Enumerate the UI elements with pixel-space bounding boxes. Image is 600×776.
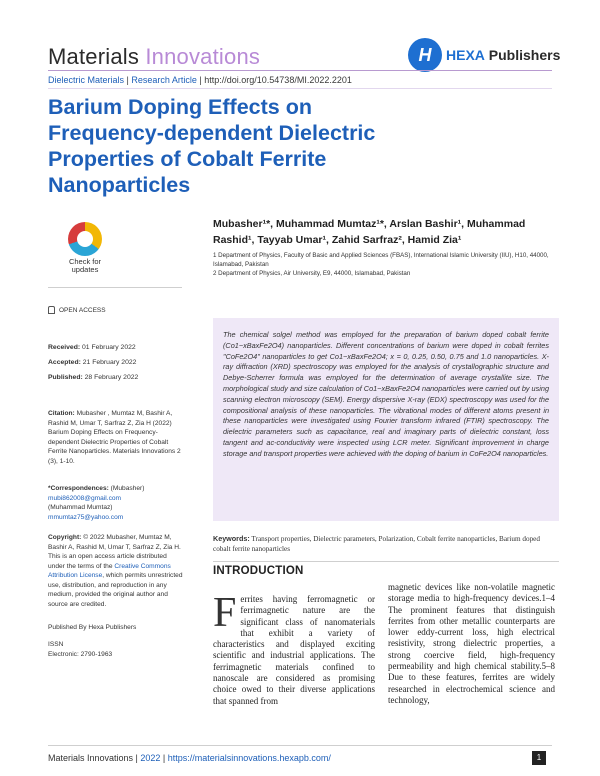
published-by: Published By Hexa Publishers [48, 624, 137, 631]
correspondence-email-1[interactable]: mubi862008@gmail.com [48, 494, 122, 502]
affiliation-1: 1 Department of Physics, Faculty of Basic and Applied Sciences (FBAS), International Islamic University (IIU), H10, 44000, Islamabad, Pakistan [213, 252, 549, 268]
footer-divider [48, 745, 552, 746]
accepted-date [48, 355, 138, 370]
issn-block [48, 640, 112, 659]
check-for-updates-badge[interactable] [60, 222, 110, 274]
license-link[interactable]: Creative Commons Attribution License [48, 562, 171, 579]
received-date [48, 340, 138, 355]
meta-separator: | [196, 75, 205, 85]
correspondence-name-2: (Muhammad Mumtaz) [48, 504, 113, 511]
footer-url[interactable]: https://materialsinnovations.hexapb.com/ [167, 753, 331, 763]
accepted-value: 21 February 2022 [82, 359, 137, 366]
publisher-name-part2: Publishers [484, 47, 561, 63]
paper-title: Barium Doping Effects on Frequency-dependent Dielectric Properties of Cobalt Ferrite Nanoparticles [48, 95, 376, 197]
dropcap: F [213, 590, 237, 636]
copyright-label: Copyright: [48, 534, 82, 541]
keywords [213, 534, 559, 554]
copyright-block [48, 533, 183, 609]
check-updates-line2: updates [71, 265, 99, 274]
citation-label: Citation: [48, 410, 75, 417]
footer-separator: | [133, 753, 141, 763]
journal-name-part1: Materials [48, 44, 140, 69]
publisher-name [446, 47, 560, 63]
correspondence-name: (Mubasher) [110, 485, 145, 492]
article-meta [48, 75, 352, 85]
copyright-text-2: , which permits unrestricted use, distribution, and reproduction in any medium, provided the original author and source are credited. [48, 572, 183, 608]
publisher-name-part1: HEXA [446, 47, 485, 63]
correspondence-label: *Correspondences: [48, 485, 109, 492]
open-access-text: OPEN ACCESS [59, 306, 106, 314]
issn-label: ISSN [48, 641, 64, 648]
author-list: Mubasher¹*, Muhammad Mumtaz¹*, Arslan Bashir¹, Muhammad Rashid¹, Tayyab Umar¹, Zahid Sarfraz², Hamid Zia¹ [213, 218, 526, 246]
check-updates-line1: Check for [68, 257, 102, 266]
check-updates-icon [68, 222, 102, 256]
intro-column-1 [213, 590, 375, 707]
keywords-label: Keywords: [213, 534, 250, 543]
abstract-box: The chemical solgel method was employed for the preparation of barium doped cobalt ferrite (Co1−xBaxFe2O4) nanoparticles. Different concentrations of barium were doped in cobalt ferrites "CoFe2O4" nanoparticles to get Co1−xBaxFe2O4; x = 0, 0.25, 0.50, 0.75 and 1.0 nanoparticles. X-ray diffraction (XRD) spectroscopy was employed for the analysis of crystallographic structure and Debye-Scherrer formula was employed for the determination of average crystallite size. The morphological study and size calculation of Co1−xBaxFe2O4 nanoparticles were carried out by using scanning electron microscopy (SEM). Energy dispersive X-ray (EDX) spectroscopy was used for the compositional analysis of these nanoparticles. The vibrational modes of different atoms present in these nanoparticles were investigated using Fourier transform infrared (FTIR) spectroscopy. The dielectric parameters such as capacitance, real and imaginary parts of dielectric constant, loss tangent and ac-conductivity were inspected using LCR meter. Significant improvement in charge storage and transport properties were achieved with the doping of barium in CoFe2O4 nanoparticles. [213, 318, 559, 521]
header-divider [48, 70, 552, 71]
publisher-logo[interactable] [408, 38, 560, 72]
meta-separator: | [124, 75, 132, 85]
intro-text-1: errites having ferromagnetic or ferrimagnetic nature are the significant class of nanomaterials that exhibit a variety of characteristics and displayed exciting scientific and industrial applications. The ferrimagnetic materials confined to nanoscale are considered as promising choice owed to their diverse applications that spanned from [213, 594, 375, 706]
published-value: 28 February 2022 [84, 374, 139, 381]
meta-article-type[interactable]: Research Article [131, 75, 197, 85]
keywords-text: Transport properties, Dielectric parameters, Polarization, Cobalt ferrite nanoparticles, Barium doped cobalt ferrite nanoparticles [213, 535, 540, 553]
meta-divider [48, 88, 552, 89]
page-number: 1 [532, 751, 546, 765]
article-dates [48, 340, 138, 385]
hexa-logo-icon: H [408, 38, 442, 72]
received-label: Received: [48, 344, 81, 351]
correspondence-email-2[interactable]: mmumtaz75@yahoo.com [48, 513, 124, 521]
footer-separator: | [160, 753, 168, 763]
keywords-divider [213, 561, 559, 562]
affiliations [213, 251, 558, 278]
meta-section[interactable]: Dielectric Materials [48, 75, 125, 85]
citation-block [48, 409, 183, 466]
journal-name-part2: Innovations [145, 44, 261, 69]
published-label: Published: [48, 374, 83, 381]
sidebar-divider [48, 287, 182, 288]
intro-column-2: magnetic devices like non-volatile magnetic storage media to high-frequency devices.1–4 The prominent features that distinguish ferrites from other metallic counterparts are lower eddy-current loss, high electrical resistivity, strong dielectric properties, a strong coercive field, high-frequency permeability and high chemical stability.5–8 Due to these features, ferrites are widely researched in electrochemical science and technology, [388, 582, 555, 705]
meta-doi[interactable]: http://doi.org/10.54738/MI.2022.2201 [204, 75, 352, 85]
affiliation-2: 2 Department of Physics, Air University, E9, 44000, Islamabad, Pakistan [213, 270, 411, 277]
accepted-label: Accepted: [48, 359, 81, 366]
copyright-text: © 2022 Mubasher, Mumtaz M, Bashir A, Rashid M, Umar T, Sarfraz Z, Zia H. This is an open access article distributed under the terms of the [48, 534, 181, 570]
journal-name [48, 44, 260, 70]
check-updates-label [60, 258, 110, 274]
footer-journal: Materials Innovations [48, 753, 134, 763]
open-access-label [48, 306, 106, 314]
introduction-heading: INTRODUCTION [213, 565, 304, 577]
received-value: 01 February 2022 [82, 344, 136, 351]
open-lock-icon [48, 306, 55, 314]
page-footer [48, 753, 331, 763]
published-date [48, 370, 138, 385]
footer-year: 2022 [140, 753, 161, 763]
correspondence-block [48, 484, 183, 522]
citation-text: Mubasher , Mumtaz M, Bashir A, Rashid M, Umar T, Sarfraz Z, Zia H (2022) Barium Doping Effects on Frequency-dependent Dielectric Properties of Cobalt Ferrite Nanoparticles. Materials Innovations 2 (3), 1-10. [48, 410, 181, 465]
issn-value: Electronic: 2790-1963 [48, 650, 113, 658]
